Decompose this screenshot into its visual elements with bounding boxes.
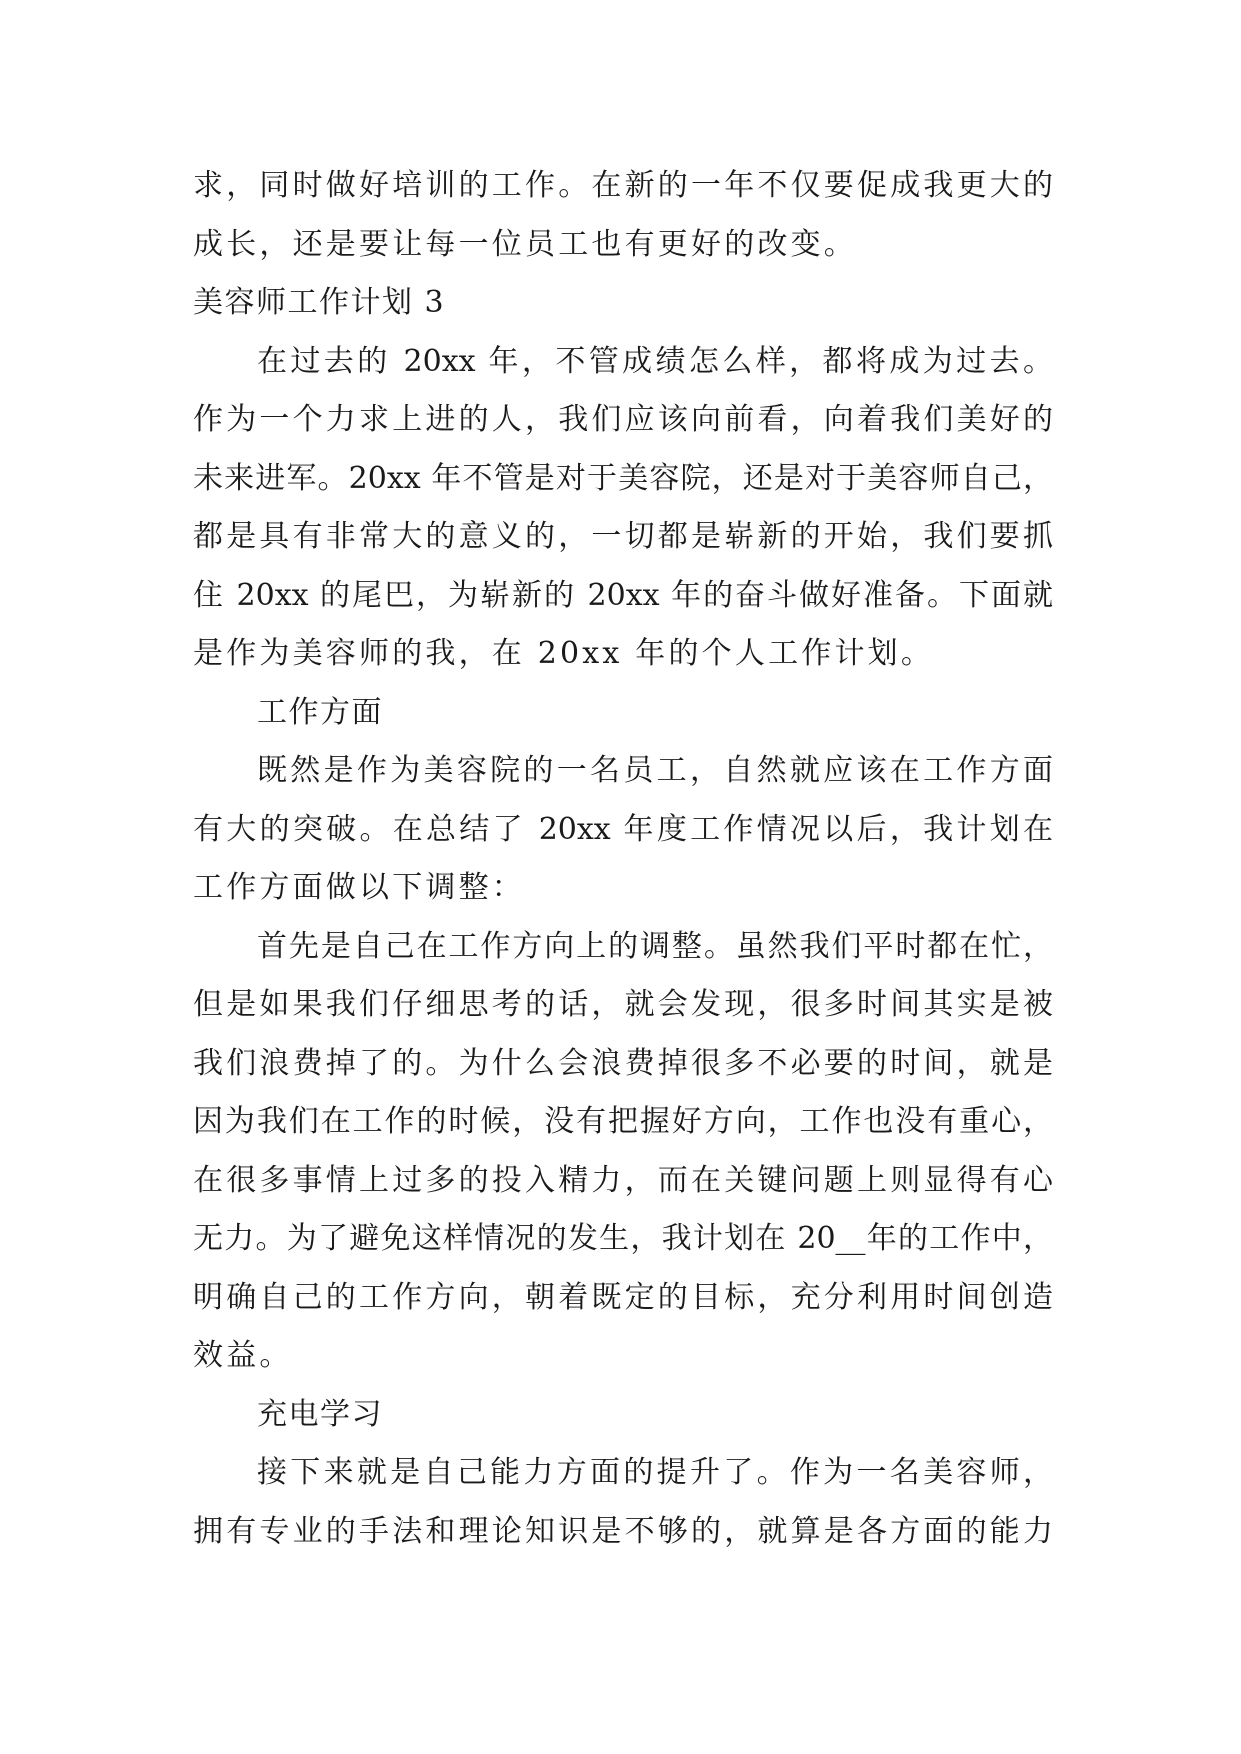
subheading: 充电学习 — [257, 1396, 383, 1432]
paragraph-line: 接下来就是自己能力方面的提升了。作为一名美容师， — [257, 1455, 1053, 1490]
paragraph-line: 因为我们在工作的时候，没有把握好方向，工作也没有重心， — [193, 1104, 1053, 1139]
paragraph-line: 住 20xx 的尾巴，为崭新的 20xx 年的奋斗做好准备。下面就 — [193, 577, 1053, 613]
paragraph-line: 求，同时做好培训的工作。在新的一年不仅要促成我更大的 — [193, 168, 1053, 203]
paragraph-line: 明确自己的工作方向，朝着既定的目标，充分利用时间创造 — [193, 1279, 1053, 1315]
paragraph-line: 效益。 — [193, 1338, 293, 1373]
paragraph-line: 成长，还是要让每一位员工也有更好的改变。 — [193, 226, 857, 262]
paragraph-line: 拥有专业的手法和理论知识是不够的，就算是各方面的能力 — [193, 1513, 1053, 1549]
paragraph-line: 未来进军。20xx 年不管是对于美容院，还是对于美容师自己， — [193, 460, 1053, 496]
paragraph-line: 首先是自己在工作方向上的调整。虽然我们平时都在忙， — [257, 928, 1053, 964]
paragraph-line: 都是具有非常大的意义的，一切都是崭新的开始，我们要抓 — [193, 519, 1053, 554]
paragraph-line: 既然是作为美容院的一名员工，自然就应该在工作方面 — [257, 753, 1053, 788]
paragraph-line: 我们浪费掉了的。为什么会浪费掉很多不必要的时间，就是 — [193, 1045, 1053, 1081]
section-title: 美容师工作计划 3 — [193, 285, 446, 320]
paragraph-line: 作为一个力求上进的人，我们应该向前看，向着我们美好的 — [193, 402, 1053, 437]
paragraph-line: 有大的突破。在总结了 20xx 年度工作情况以后，我计划在 — [193, 811, 1053, 847]
paragraph-line: 工作方面做以下调整： — [193, 870, 525, 905]
subheading: 工作方面 — [257, 694, 383, 730]
paragraph-line: 在很多事情上过多的投入精力，而在关键问题上则显得有心 — [193, 1162, 1053, 1198]
paragraph-line: 无力。为了避免这样情况的发生，我计划在 20__年的工作中， — [193, 1221, 1053, 1256]
document-body — [193, 157, 1053, 1561]
paragraph-line: 在过去的 20xx 年，不管成绩怎么样，都将成为过去。 — [257, 343, 1053, 379]
paragraph-line: 是作为美容师的我，在 20xx 年的个人工作计划。 — [193, 636, 935, 671]
paragraph-line: 但是如果我们仔细思考的话，就会发现，很多时间其实是被 — [193, 987, 1053, 1022]
